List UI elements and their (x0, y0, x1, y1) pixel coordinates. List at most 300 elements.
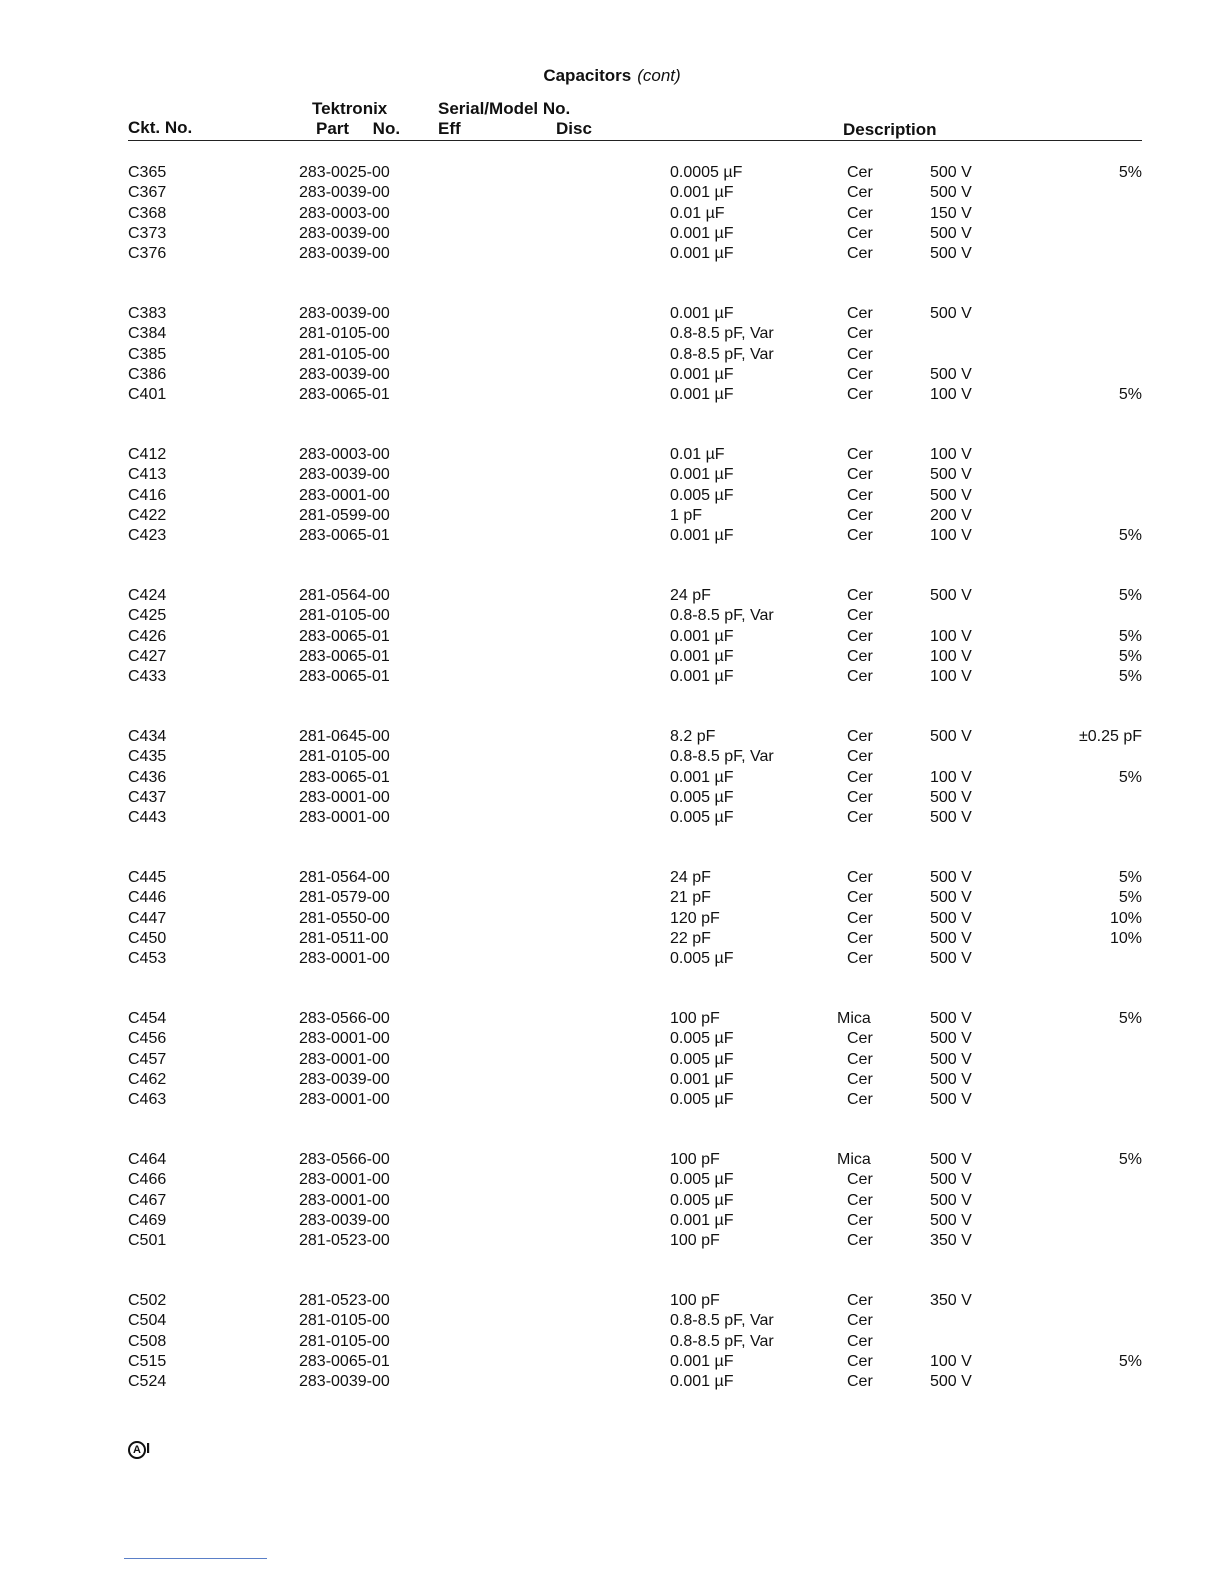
table-row (0, 1372, 1224, 1392)
value-cell: 0.005 µF (670, 1191, 734, 1209)
value-cell: 0.001 µF (670, 1352, 734, 1370)
tolerance-cell: ±0.25 pF (1078, 728, 1142, 745)
value-cell: 0.005 µF (670, 1050, 734, 1068)
table-row (0, 163, 1224, 183)
value-cell: 100 pF (670, 1232, 720, 1250)
value-cell: 0.001 µF (670, 466, 734, 484)
part-no-cell: 283-0001-00 (299, 1171, 390, 1189)
voltage-cell: 500 V (930, 587, 972, 604)
ckt-no-cell: C424 (128, 587, 167, 604)
row-group (0, 163, 1224, 304)
part-no-cell: 283-0001-00 (299, 1191, 390, 1209)
type-cell: Cer (847, 245, 873, 263)
type-cell: Cer (847, 1373, 873, 1391)
voltage-cell: 100 V (930, 386, 972, 404)
ckt-no-cell: C463 (128, 1091, 167, 1109)
ckt-no-cell: C467 (128, 1191, 167, 1209)
ckt-no-cell: C384 (128, 325, 167, 343)
part-no-cell: 283-0039-00 (299, 365, 390, 383)
ckt-no-cell: C436 (128, 768, 167, 786)
table-row (0, 1009, 1224, 1029)
ckt-no-cell: C453 (128, 950, 167, 968)
table-row (0, 929, 1224, 949)
voltage-cell: 500 V (930, 950, 972, 968)
voltage-cell: 500 V (930, 224, 972, 242)
table-row (0, 909, 1224, 929)
value-cell: 0.01 µF (670, 446, 725, 463)
voltage-cell: 500 V (930, 788, 972, 806)
type-cell: Cer (847, 204, 873, 222)
value-cell: 0.8-8.5 pF, Var (670, 325, 774, 343)
header-part-no: Part No. (316, 119, 401, 138)
table-row (0, 1191, 1224, 1211)
part-no-cell: 281-0105-00 (299, 607, 390, 625)
table-row (0, 1050, 1224, 1070)
part-no-cell: 283-0025-00 (299, 164, 390, 181)
type-cell: Cer (847, 1191, 873, 1209)
row-group (0, 445, 1224, 586)
part-no-cell: 283-0039-00 (299, 1070, 390, 1088)
voltage-cell: 350 V (930, 1232, 972, 1250)
table-row (0, 183, 1224, 203)
table-row (0, 747, 1224, 767)
ckt-no-cell: C367 (128, 184, 167, 202)
value-cell: 0.001 µF (670, 305, 734, 322)
ckt-no-cell: C412 (128, 446, 167, 463)
part-no-cell: 281-0599-00 (299, 506, 390, 524)
voltage-cell: 500 V (930, 869, 972, 886)
value-cell: 1 pF (670, 506, 703, 524)
ckt-no-cell: C447 (128, 909, 167, 927)
type-cell: Cer (847, 325, 873, 343)
footer-mark (128, 1440, 150, 1459)
value-cell: 0.001 µF (670, 1373, 734, 1391)
header-tektronix: Tektronix (312, 99, 388, 118)
table-row (0, 1170, 1224, 1190)
type-cell: Cer (847, 1312, 873, 1330)
value-cell: 0.0005 µF (670, 164, 743, 181)
part-no-cell: 283-0566-00 (299, 1010, 390, 1027)
table-row (0, 1311, 1224, 1331)
tolerance-cell: 5% (1118, 647, 1142, 665)
tolerance-cell: 5% (1118, 1151, 1142, 1168)
type-cell: Cer (847, 1091, 873, 1109)
value-cell: 22 pF (670, 929, 711, 947)
type-cell: Mica (837, 1010, 871, 1027)
ckt-no-cell: C469 (128, 1211, 167, 1229)
row-group (0, 1150, 1224, 1291)
ckt-no-cell: C445 (128, 869, 167, 886)
part-no-cell: 281-0523-00 (299, 1232, 390, 1250)
row-group (0, 1009, 1224, 1150)
table-row (0, 304, 1224, 324)
value-cell: 0.001 µF (670, 386, 734, 404)
header-disc: Disc (556, 119, 592, 138)
type-cell: Cer (847, 607, 873, 625)
header-description: Description (843, 120, 937, 139)
type-cell: Cer (847, 1292, 873, 1309)
voltage-cell: 500 V (930, 486, 972, 504)
value-cell: 21 pF (670, 889, 711, 907)
voltage-cell: 500 V (930, 245, 972, 263)
ckt-no-cell: C422 (128, 506, 167, 524)
part-no-cell: 281-0105-00 (299, 1332, 390, 1350)
footer-line (124, 1558, 267, 1559)
table-row (0, 1211, 1224, 1231)
ckt-no-cell: C385 (128, 345, 167, 363)
ckt-no-cell: C466 (128, 1171, 167, 1189)
value-cell: 24 pF (670, 869, 711, 886)
part-no-cell: 283-0039-00 (299, 224, 390, 242)
part-no-cell: 283-0003-00 (299, 446, 390, 463)
value-cell: 0.001 µF (670, 1211, 734, 1229)
value-cell: 0.001 µF (670, 527, 734, 545)
ckt-no-cell: C427 (128, 647, 167, 665)
type-cell: Cer (847, 889, 873, 907)
type-cell: Cer (847, 466, 873, 484)
value-cell: 8.2 pF (670, 728, 716, 745)
row-group (0, 586, 1224, 727)
value-cell: 0.001 µF (670, 224, 734, 242)
type-cell: Cer (847, 506, 873, 524)
ckt-no-cell: C462 (128, 1070, 167, 1088)
type-cell: Cer (847, 1332, 873, 1350)
tolerance-cell: 5% (1118, 527, 1142, 545)
value-cell: 0.01 µF (670, 204, 725, 222)
part-no-cell: 281-0511-00 (299, 929, 389, 947)
type-cell: Cer (847, 929, 873, 947)
ckt-no-cell: C386 (128, 365, 167, 383)
table-row (0, 667, 1224, 687)
type-cell: Cer (847, 1070, 873, 1088)
value-cell: 0.005 µF (670, 1171, 734, 1189)
tolerance-cell: 10% (1109, 909, 1142, 927)
ckt-no-cell: C416 (128, 486, 167, 504)
voltage-cell: 500 V (930, 466, 972, 484)
voltage-cell: 100 V (930, 668, 972, 686)
part-no-cell: 281-0579-00 (299, 889, 390, 907)
value-cell: 0.001 µF (670, 768, 734, 786)
voltage-cell: 500 V (930, 909, 972, 927)
voltage-cell: 500 V (930, 365, 972, 383)
ckt-no-cell: C435 (128, 748, 167, 766)
value-cell: 0.001 µF (670, 184, 734, 202)
voltage-cell: 100 V (930, 768, 972, 786)
ckt-no-cell: C446 (128, 889, 167, 907)
part-no-cell: 281-0105-00 (299, 325, 390, 343)
part-no-cell: 283-0039-00 (299, 466, 390, 484)
voltage-cell: 500 V (930, 1030, 972, 1048)
tolerance-cell: 5% (1118, 1010, 1142, 1027)
voltage-cell: 500 V (930, 1191, 972, 1209)
table-row (0, 526, 1224, 546)
value-cell: 0.001 µF (670, 1070, 734, 1088)
type-cell: Cer (847, 305, 873, 322)
type-cell: Cer (847, 365, 873, 383)
ckt-no-cell: C401 (128, 386, 167, 404)
ckt-no-cell: C457 (128, 1050, 167, 1068)
table-row (0, 606, 1224, 626)
ckt-no-cell: C450 (128, 929, 167, 947)
type-cell: Cer (847, 809, 873, 827)
table-row (0, 224, 1224, 244)
type-cell: Cer (847, 768, 873, 786)
row-group (0, 1291, 1224, 1432)
ckt-no-cell: C508 (128, 1332, 167, 1350)
part-no-cell: 283-0065-01 (299, 1352, 390, 1370)
ckt-no-cell: C434 (128, 728, 167, 745)
type-cell: Cer (847, 1352, 873, 1370)
value-cell: 0.8-8.5 pF, Var (670, 748, 774, 766)
tolerance-cell: 5% (1118, 768, 1142, 786)
value-cell: 0.005 µF (670, 809, 734, 827)
value-cell: 0.001 µF (670, 365, 734, 383)
part-no-cell: 283-0039-00 (299, 184, 390, 202)
ckt-no-cell: C433 (128, 668, 167, 686)
voltage-cell: 500 V (930, 164, 972, 181)
table-row (0, 768, 1224, 788)
part-no-cell: 283-0065-01 (299, 668, 390, 686)
type-cell: Cer (847, 527, 873, 545)
voltage-cell: 350 V (930, 1292, 972, 1309)
voltage-cell: 500 V (930, 1171, 972, 1189)
voltage-cell: 500 V (930, 1211, 972, 1229)
title-main: Capacitors (543, 66, 632, 85)
type-cell: Cer (847, 164, 873, 181)
voltage-cell: 500 V (930, 809, 972, 827)
tolerance-cell: 5% (1118, 869, 1142, 886)
part-no-cell: 283-0065-01 (299, 627, 390, 645)
type-cell: Cer (847, 909, 873, 927)
ckt-no-cell: C504 (128, 1312, 167, 1330)
tolerance-cell: 5% (1118, 627, 1142, 645)
ckt-no-cell: C515 (128, 1352, 167, 1370)
table-row (0, 788, 1224, 808)
table-row (0, 647, 1224, 667)
voltage-cell: 100 V (930, 527, 972, 545)
value-cell: 0.8-8.5 pF, Var (670, 345, 774, 363)
row-group (0, 868, 1224, 1009)
table-row (0, 1332, 1224, 1352)
ckt-no-cell: C423 (128, 527, 167, 545)
ckt-no-cell: C383 (128, 305, 167, 322)
part-no-cell: 283-0065-01 (299, 768, 390, 786)
type-cell: Cer (847, 869, 873, 886)
tolerance-cell: 10% (1109, 929, 1142, 947)
type-cell: Cer (847, 788, 873, 806)
type-cell: Cer (847, 224, 873, 242)
title-cont: (cont) (637, 66, 681, 85)
value-cell: 0.005 µF (670, 788, 734, 806)
ckt-no-cell: C501 (128, 1232, 167, 1250)
type-cell: Cer (847, 345, 873, 363)
part-no-cell: 283-0039-00 (299, 1211, 390, 1229)
voltage-cell: 100 V (930, 627, 972, 645)
table-row (0, 365, 1224, 385)
ckt-no-cell: C464 (128, 1151, 167, 1168)
part-no-cell: 283-0001-00 (299, 1091, 390, 1109)
table-row (0, 868, 1224, 888)
header-ckt-no: Ckt. No. (128, 118, 193, 137)
tolerance-cell: 5% (1118, 164, 1142, 181)
voltage-cell: 150 V (930, 204, 972, 222)
value-cell: 0.005 µF (670, 1030, 734, 1048)
table-row (0, 586, 1224, 606)
table-row (0, 385, 1224, 405)
type-cell: Cer (847, 950, 873, 968)
table-row (0, 1291, 1224, 1311)
ckt-no-cell: C443 (128, 809, 167, 827)
value-cell: 120 pF (670, 909, 720, 927)
type-cell: Cer (847, 748, 873, 766)
type-cell: Cer (847, 184, 873, 202)
part-no-cell: 281-0523-00 (299, 1292, 390, 1309)
ckt-no-cell: C437 (128, 788, 167, 806)
header-rule (128, 140, 1142, 141)
ckt-no-cell: C413 (128, 466, 167, 484)
table-row (0, 1070, 1224, 1090)
value-cell: 24 pF (670, 587, 711, 604)
ckt-no-cell: C376 (128, 245, 167, 263)
table-row (0, 506, 1224, 526)
table-row (0, 1029, 1224, 1049)
value-cell: 0.001 µF (670, 647, 734, 665)
type-cell: Cer (847, 1050, 873, 1068)
table-row (0, 627, 1224, 647)
ckt-no-cell: C454 (128, 1010, 167, 1027)
voltage-cell: 500 V (930, 1151, 972, 1168)
voltage-cell: 500 V (930, 1050, 972, 1068)
table-row (0, 1352, 1224, 1372)
voltage-cell: 200 V (930, 506, 972, 524)
type-cell: Cer (847, 587, 873, 604)
table-row (0, 486, 1224, 506)
ckt-no-cell: C368 (128, 204, 167, 222)
part-no-cell: 283-0001-00 (299, 950, 390, 968)
voltage-cell: 500 V (930, 889, 972, 907)
value-cell: 0.001 µF (670, 627, 734, 645)
type-cell: Cer (847, 668, 873, 686)
value-cell: 0.8-8.5 pF, Var (670, 1332, 774, 1350)
type-cell: Cer (847, 1030, 873, 1048)
table-row (0, 727, 1224, 747)
type-cell: Mica (837, 1151, 871, 1168)
part-no-cell: 281-0645-00 (299, 728, 390, 745)
part-no-cell: 281-0564-00 (299, 587, 390, 604)
value-cell: 100 pF (670, 1292, 720, 1309)
voltage-cell: 500 V (930, 1070, 972, 1088)
part-no-cell: 281-0105-00 (299, 748, 390, 766)
voltage-cell: 100 V (930, 647, 972, 665)
part-no-cell: 283-0001-00 (299, 788, 390, 806)
part-no-cell: 283-0001-00 (299, 1030, 390, 1048)
part-no-cell: 283-0039-00 (299, 1373, 390, 1391)
voltage-cell: 500 V (930, 929, 972, 947)
ckt-no-cell: C524 (128, 1373, 167, 1391)
value-cell: 100 pF (670, 1010, 720, 1027)
value-cell: 0.001 µF (670, 245, 734, 263)
part-no-cell: 283-0065-01 (299, 647, 390, 665)
part-no-cell: 283-0039-00 (299, 305, 390, 322)
table-row (0, 465, 1224, 485)
type-cell: Cer (847, 486, 873, 504)
table-row (0, 1231, 1224, 1251)
footer-mark-suffix: I (146, 1440, 151, 1457)
ckt-no-cell: C456 (128, 1030, 167, 1048)
part-no-cell: 281-0550-00 (299, 909, 390, 927)
part-no-cell: 281-0105-00 (299, 1312, 390, 1330)
value-cell: 0.001 µF (670, 668, 734, 686)
type-cell: Cer (847, 647, 873, 665)
voltage-cell: 100 V (930, 446, 972, 463)
table-row (0, 204, 1224, 224)
table-row (0, 244, 1224, 264)
ckt-no-cell: C365 (128, 164, 167, 181)
type-cell: Cer (847, 1211, 873, 1229)
type-cell: Cer (847, 627, 873, 645)
voltage-cell: 100 V (930, 1352, 972, 1370)
value-cell: 0.8-8.5 pF, Var (670, 1312, 774, 1330)
table-row (0, 949, 1224, 969)
type-cell: Cer (847, 386, 873, 404)
ckt-no-cell: C425 (128, 607, 167, 625)
ckt-no-cell: C373 (128, 224, 167, 242)
part-no-cell: 281-0105-00 (299, 345, 390, 363)
value-cell: 100 pF (670, 1151, 720, 1168)
ckt-no-cell: C502 (128, 1292, 167, 1309)
table-row (0, 808, 1224, 828)
voltage-cell: 500 V (930, 1010, 972, 1027)
part-no-cell: 283-0001-00 (299, 809, 390, 827)
part-no-cell: 283-0065-01 (299, 527, 390, 545)
table-row (0, 345, 1224, 365)
part-no-cell: 283-0566-00 (299, 1151, 390, 1168)
value-cell: 0.005 µF (670, 1091, 734, 1109)
voltage-cell: 500 V (930, 305, 972, 322)
row-group (0, 304, 1224, 445)
tolerance-cell: 5% (1118, 889, 1142, 907)
tolerance-cell: 5% (1118, 668, 1142, 686)
header-serial-model: Serial/Model No. (438, 99, 571, 118)
tolerance-cell: 5% (1118, 1352, 1142, 1370)
header-eff: Eff (438, 119, 461, 138)
parts-table (0, 163, 1224, 1432)
type-cell: Cer (847, 728, 873, 745)
type-cell: Cer (847, 446, 873, 463)
table-row (0, 324, 1224, 344)
type-cell: Cer (847, 1171, 873, 1189)
part-no-cell: 283-0001-00 (299, 1050, 390, 1068)
table-row (0, 1150, 1224, 1170)
footer-mark-circle: A (128, 1441, 146, 1459)
table-row (0, 1090, 1224, 1110)
voltage-cell: 500 V (930, 184, 972, 202)
page-title (0, 66, 1224, 86)
voltage-cell: 500 V (930, 1373, 972, 1391)
value-cell: 0.005 µF (670, 950, 734, 968)
type-cell: Cer (847, 1232, 873, 1250)
part-no-cell: 283-0039-00 (299, 245, 390, 263)
value-cell: 0.8-8.5 pF, Var (670, 607, 774, 625)
table-row (0, 888, 1224, 908)
ckt-no-cell: C426 (128, 627, 167, 645)
part-no-cell: 283-0003-00 (299, 204, 390, 222)
part-no-cell: 283-0065-01 (299, 386, 390, 404)
tolerance-cell: 5% (1118, 386, 1142, 404)
part-no-cell: 283-0001-00 (299, 486, 390, 504)
voltage-cell: 500 V (930, 728, 972, 745)
part-no-cell: 281-0564-00 (299, 869, 390, 886)
